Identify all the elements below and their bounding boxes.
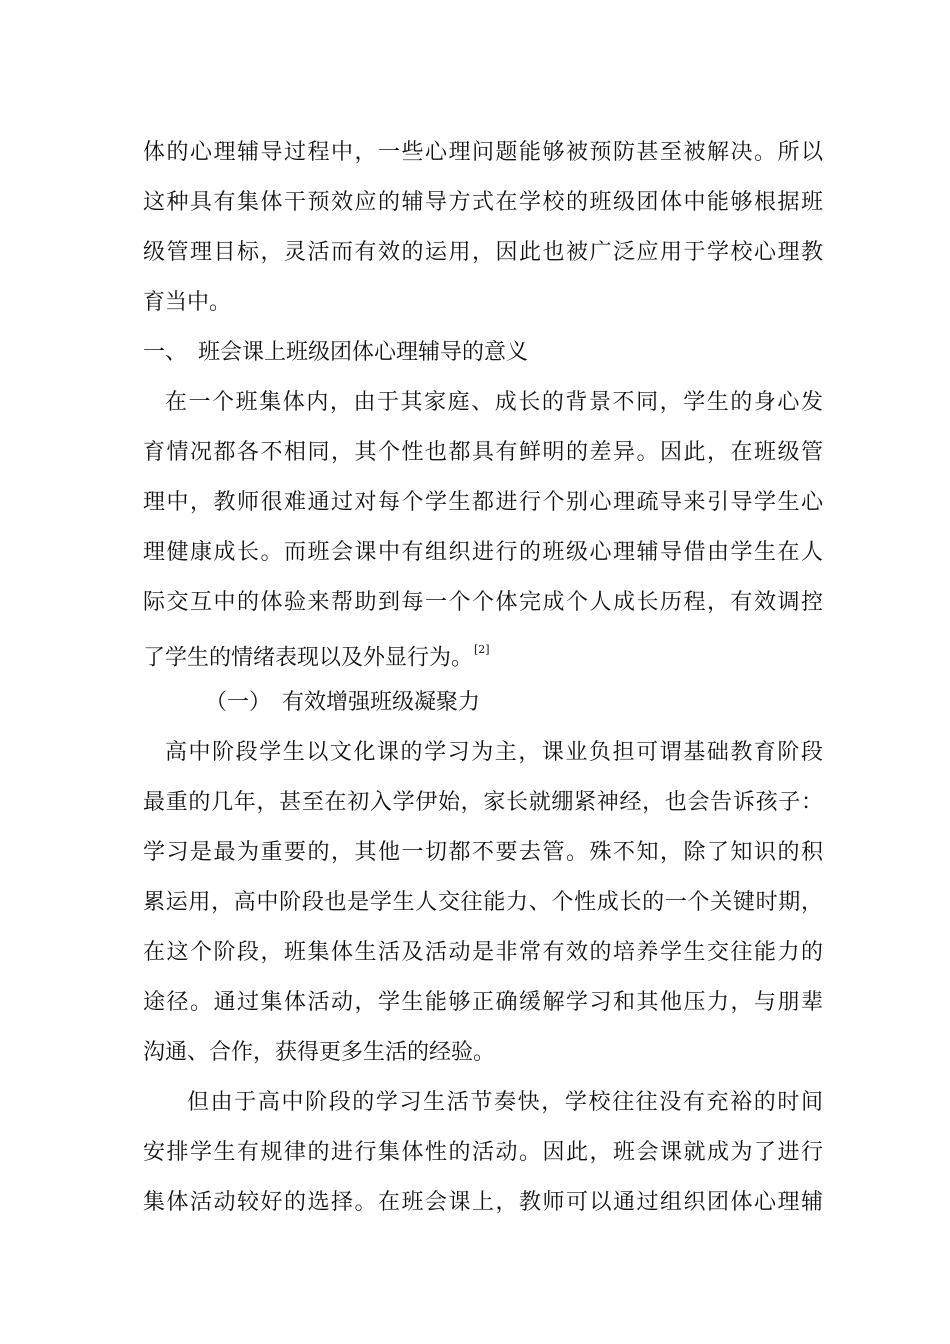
paragraph-line: 体的心理辅导过程中，一些心理问题能够被预防甚至被解决。所以 (143, 140, 823, 165)
paragraph-line: 理健康成长。而班会课中有组织进行的班级心理辅导借由学生在人 (143, 540, 823, 565)
section-heading: 一、 班会课上班级团体心理辅导的意义 (143, 340, 529, 365)
paragraph-line: 在这个阶段，班集体生活及活动是非常有效的培养学生交往能力的 (143, 940, 823, 965)
paragraph-line: 级管理目标，灵活而有效的运用，因此也被广泛应用于学校心理教 (143, 240, 823, 265)
paragraph-line: 集体活动较好的选择。在班会课上，教师可以通过组织团体心理辅 (143, 1190, 823, 1215)
subsection-heading: （一） 有效增强班级凝聚力 (205, 690, 481, 715)
paragraph-line: 际交互中的体验来帮助到每一个个体完成个人成长历程，有效调控 (143, 590, 823, 615)
paragraph-line: 理中，教师很难通过对每个学生都进行个别心理疏导来引导学生心 (143, 490, 823, 515)
paragraph-line: 最重的几年，甚至在初入学伊始，家长就绷紧神经，也会告诉孩子： (143, 790, 823, 815)
paragraph-line: 沟通、合作，获得更多生活的经验。 (143, 1040, 496, 1065)
paragraph-line: 育当中。 (143, 290, 232, 315)
paragraph-line: 但由于高中阶段的学习生活节奏快，学校往往没有充裕的时间 (187, 1090, 823, 1115)
paragraph-line-with-citation (143, 638, 823, 688)
citation-marker: [2] (474, 643, 490, 656)
paragraph-line-text: 了学生的情绪表现以及外显行为。 (143, 645, 474, 671)
paragraph-line: 安排学生有规律的进行集体性的活动。因此，班会课就成为了进行 (143, 1140, 823, 1165)
paragraph-line: 在一个班集体内，由于其家庭、成长的背景不同，学生的身心发 (165, 390, 823, 415)
paragraph-line: 学习是最为重要的，其他一切都不要去管。殊不知，除了知识的积 (143, 840, 823, 865)
paragraph-line: 高中阶段学生以文化课的学习为主，课业负担可谓基础教育阶段 (165, 740, 823, 765)
paragraph-line: 途径。通过集体活动，学生能够正确缓解学习和其他压力，与朋辈 (143, 990, 823, 1015)
paragraph-line: 累运用，高中阶段也是学生人交往能力、个性成长的一个关键时期， (143, 890, 823, 915)
paragraph-line: 这种具有集体干预效应的辅导方式在学校的班级团体中能够根据班 (143, 190, 823, 215)
paragraph-line: 育情况都各不相同，其个性也都具有鲜明的差异。因此，在班级管 (143, 440, 823, 465)
